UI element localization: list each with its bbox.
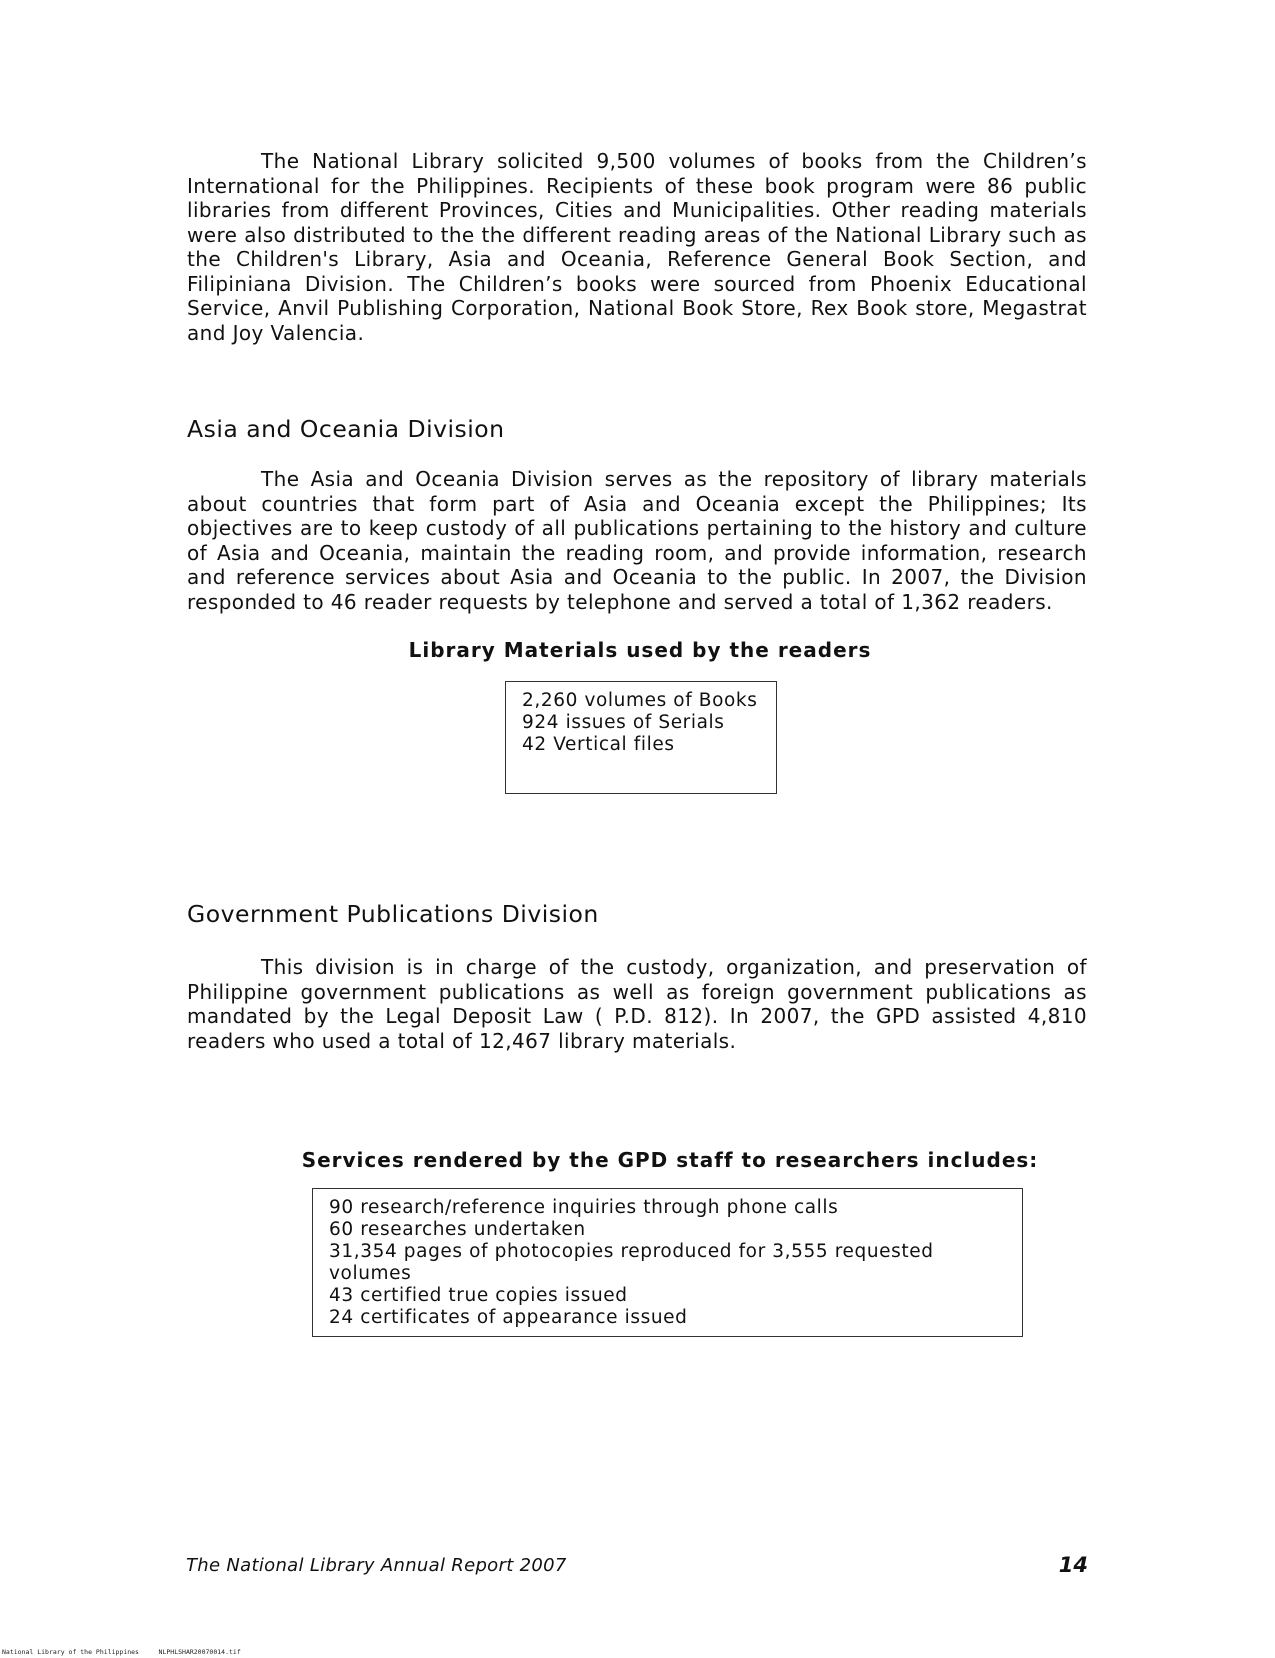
scan-file: NLPHLSHAR20070014.tif: [158, 1648, 241, 1656]
gpd-services-title: Services rendered by the GPD staff to researchers includes:: [301, 1148, 1039, 1172]
library-materials-title: Library Materials used by the readers: [408, 638, 872, 662]
list-item: 24 certificates of appearance issued: [329, 1307, 688, 1328]
gpd-heading: Government Publications Division: [187, 900, 599, 928]
gpd-paragraph: This division is in charge of the custody, organization, and preservation of Philippine government publications as well as foreign government publications as mandated by the Legal Deposit Law ( P.D. 812). In 2007, the GPD assisted 4,810 readers who used a total of 12,467 library materials.: [187, 955, 1087, 1053]
intro-paragraph: The National Library solicited 9,500 volumes of books from the Children’s International for the Philippines. Recipients of these book program were 86 public libraries from different Provinces, Cities and Municipalities. Other reading materials were also distributed to the the different reading areas of the National Library such as the Children's Library, Asia and Oceania, Reference General Book Section, and Filipiniana Division. The Children’s books were sourced from Phoenix Educational Service, Anvil Publishing Corporation, National Book Store, Rex Book store, Megastrat and Joy Valencia.: [187, 149, 1087, 345]
page-number: 14: [1058, 1553, 1088, 1577]
footer-report-title: The National Library Annual Report 2007: [186, 1555, 567, 1576]
library-materials-box: [505, 681, 777, 794]
list-item: 43 certified true copies issued: [329, 1285, 628, 1306]
scan-metadata: [2, 1648, 241, 1656]
gpd-services-box: [312, 1188, 1023, 1337]
list-item: 2,260 volumes of Books: [522, 690, 758, 711]
asia-oceania-heading: Asia and Oceania Division: [187, 415, 505, 443]
scan-source: National Library of the Philippines: [2, 1648, 139, 1656]
gpd-services-list: [329, 1197, 1006, 1329]
list-item: 924 issues of Serials: [522, 712, 725, 733]
asia-oceania-paragraph: The Asia and Oceania Division serves as the repository of library materials about countries that form part of Asia and Oceania except the Philippines; Its objectives are to keep custody of all publications pertaining to the history and culture of Asia and Oceania, maintain the reading room, and provide information, research and reference services about Asia and Oceania to the public. In 2007, the Division responded to 46 reader requests by telephone and served a total of 1,362 readers.: [187, 467, 1087, 614]
list-item: 42 Vertical files: [522, 734, 675, 755]
list-item: 90 research/reference inquiries through phone calls: [329, 1197, 839, 1218]
list-item: 31,354 pages of photocopies reproduced for 3,555 requested volumes: [329, 1241, 934, 1284]
list-item: 60 researches undertaken: [329, 1219, 586, 1240]
library-materials-list: [522, 690, 760, 756]
